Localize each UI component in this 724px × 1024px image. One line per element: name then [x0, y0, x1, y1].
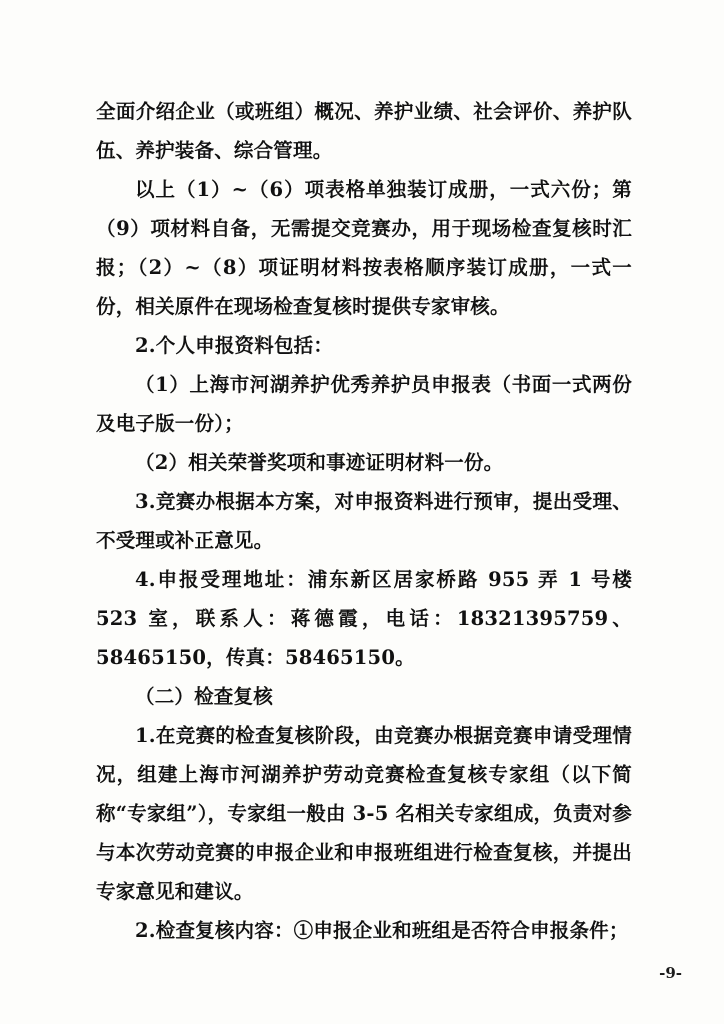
paragraph-9: 1.在竞赛的检查复核阶段，由竞赛办根据竞赛申请受理情况，组建上海市河湖养护劳动竞赛检查复核专家组（以下简称“专家组”），专家组一般由 3-5 名相关专家组成，负责对参与本次劳动竞赛的申报企业和申报班组进行检查复核，并提出专家意见和建议。: [96, 724, 632, 903]
paragraph-6: 3.竞赛办根据本方案，对申报资料进行预审，提出受理、不受理或补正意见。: [96, 490, 632, 552]
page-content: [96, 92, 632, 950]
section-heading: （二）检查复核: [135, 685, 273, 708]
paragraph-10: 2.检查复核内容：①申报企业和班组是否符合申报条件；: [135, 919, 629, 942]
page-number: -9-: [659, 964, 682, 982]
paragraph-7: 4.申报受理地址：浦东新区居家桥路 955 弄 1 号楼 523 室，联系人：蒋德霞，电话：18321395759、58465150，传真：58465150。: [96, 568, 632, 669]
paragraph-3: 2.个人申报资料包括：: [135, 334, 334, 357]
paragraph-4: （1）上海市河湖养护优秀养护员申报表（书面一式两份及电子版一份）；: [96, 373, 632, 435]
paragraph-1: 全面介绍企业（或班组）概况、养护业绩、社会评价、养护队伍、养护装备、综合管理。: [96, 100, 632, 162]
paragraph-5: （2）相关荣誉奖项和事迹证明材料一份。: [135, 451, 504, 474]
paragraph-2: 以上（1）~（6）项表格单独装订成册，一式六份；第（9）项材料自备，无需提交竞赛办，用于现场检查复核时汇报；（2）~（8）项证明材料按表格顺序装订成册，一式一份，相关原件在现场检查复核时提供专家审核。: [96, 178, 632, 318]
